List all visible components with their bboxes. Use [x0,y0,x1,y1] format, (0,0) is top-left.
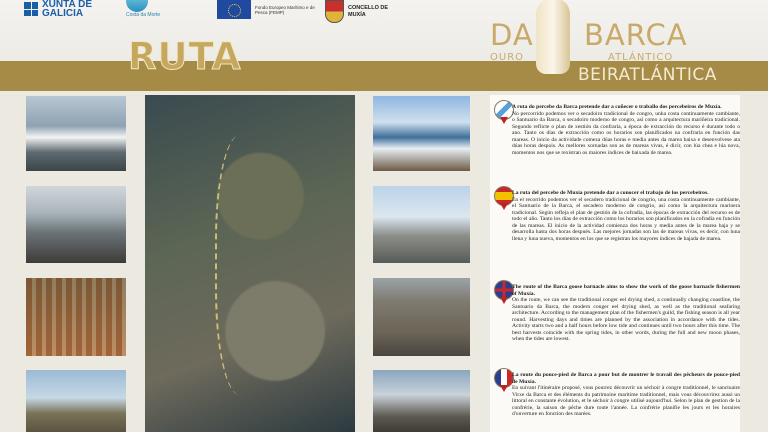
spanish-title: La ruta del percebe de Muxía pretende dar a conocer el trabajo de los percebeiros. [512,190,709,196]
barnacle-icon [536,0,570,74]
photo-waves [26,96,126,171]
english-body: On the route, we can see the traditional conger eel drying shed, a continually changing coastline, the Santuario da Barca, the modern conger eel drying shed, as well as the traditional seafaring architecture. According to the management plan of the fishermen's guild, the fishing season is all year round. Harvesting days and times are planned by the association in accordance with the tides. Activity starts two and a half hours before low tide and continues until two hours after this time. The best harvests coincide with the spring tides, in other words, during the full and new moon phases, when the tides are lowest. [512,297,740,342]
photo-drying-shed [26,370,126,432]
map-pin-icon [500,117,508,124]
map-pin-icon [500,385,508,392]
french-title: La route du pouce-pied de Barca a pour but de montrer le travail des pêcheurs de pouce-pied de Muxía. [512,372,740,385]
brand-barca: BARCA [584,18,688,52]
brand-logo [490,8,690,62]
eu-text: Fondo Europeo Marítimo e de Pesca (FEMP) [255,4,315,15]
english-title: The route of the Barca goose barnacle aims to show the work of the goose barnacle fishermen of Muxía. [512,284,740,297]
spanish-body: En el recorrido podemos ver el secadero tradicional de congrio, una costa continuamente cambiante, el Santuario de la Barca, el secadero moderno de congrio, así como la arquitectura marinera tradicional. Según refleja el plan de gestión de la cofradía, las épocas de extracción del recurso es de todo el año. Tanto los días de extracción como los horarios son planificados en la cofradía en función de las mareas. El inicio de la actividad comienza dos horas y media antes de la marea baja y se desarrolla hasta dos horas después. Las mejores jornadas son las de mareas vivas, es decir, con luna llena y luna nueva, momentos en los que se registran los mayores índices de bajada de marea. [512,196,740,242]
route-map [145,95,355,432]
photo-stone-house [373,278,470,356]
costa-da-morte-logo [126,0,160,18]
xunta-text: XUNTA DE GALICIA [42,0,92,19]
photo-rocky-coast [26,186,126,263]
beiratlantica-logo: BEIRATLÁNTICA [578,65,717,85]
photo-sea-spray [373,96,470,171]
page-title: RUTA [128,35,242,78]
brand-ouro: OURO [490,52,525,63]
costa-text: Costa da Morte [126,12,161,18]
map-pin-icon [500,203,508,210]
wave-icon [126,0,148,12]
galician-title: A ruta do percebe da Barca pretende dar a coñecer o traballo dos percebeiros de Muxía. [512,104,722,110]
shield-icon [325,0,344,23]
xunta-logo [24,0,122,18]
photo-sanctuary [373,186,470,263]
photo-fish-drying [26,278,126,356]
eu-logo [217,0,325,19]
eu-flag-icon [217,0,251,19]
french-body: En suivant l'itinéraire proposé, vous pourrez découvrir un séchoir à congre traditionnel, le sanctuaire Virxe da Barca et des éléments du patrimoine maritime traditionnel, mais vous découvrirez aussi un littoral en constante évolution, et le séchoir à congre utilisé aujourd'hui. Selon le plan de gestion de la confrérie, la saison de pêche dure toute l'année. La confrérie planifie les jours et les horaires d'ouverture en fonction des marées. [512,385,740,417]
brand-atlantico: ATLÁNTICO [608,52,674,63]
photo-village [373,370,470,432]
concello-text: CONCELLO DE MUXÍA [348,4,389,18]
xunta-icon [24,2,38,16]
galician-body: No percorrido podemos ver o secadoiro tradicional de congro, unha costa continuamente cambiante, o Santuario da Barca, o secadoiro moderno de congro, así como a arquitectura mariñeira tradicional. Segundo reflicte o plan de xestión da confraría, a época de extracción do recurso é durante todo o ano. Tanto os días de extracción como os horarios son planificados na confraría en función das mareas. O inicio da actividade comeza dúas horas e media antes da marea baixa e desenvolvese ata dúas horas despois. As mellores xornadas son as de mareas vivas, é dicir, con lúa chea e lúa nova, momentos nos que se rexistran os maiores índices de baixada de marea. [512,110,740,156]
map-pin-icon [500,297,508,304]
brand-da: DA [490,18,534,52]
muxia-logo [325,0,390,23]
